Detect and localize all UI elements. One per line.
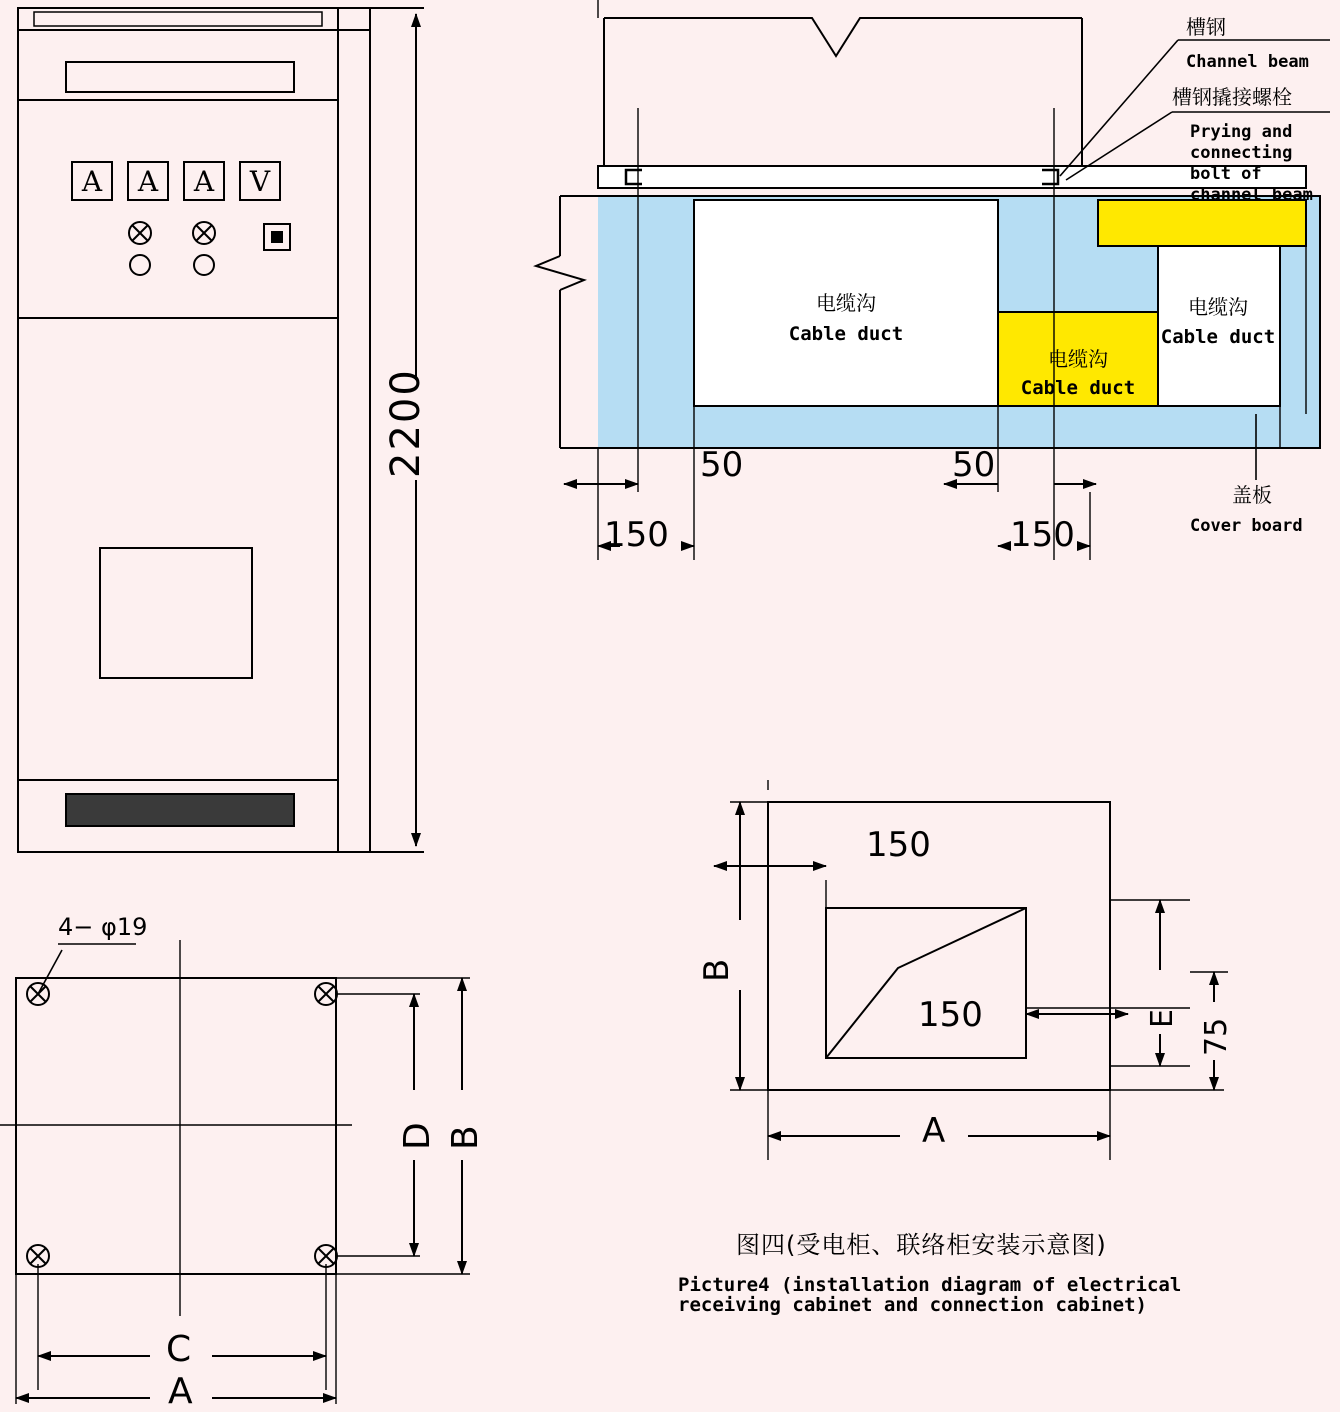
meter-label-a3: A — [193, 165, 215, 198]
cable-duct-2-label-en: Cable duct — [1020, 377, 1136, 399]
callout-prying-bolt-cn: 槽钢撬接螺栓 — [1172, 85, 1292, 109]
callout-prying-bolt-en-4: channel beam — [1190, 185, 1313, 205]
callout-prying-bolt-en-2: connecting — [1190, 143, 1293, 163]
base-plan-view — [0, 940, 470, 1404]
meter-label-v: V — [249, 165, 271, 198]
figure-caption-en-line1: Picture4 (installation diagram of electrical — [678, 1274, 1182, 1296]
dim-label-150-left: 150 — [604, 515, 669, 555]
cable-duct-3-label-en: Cable duct — [1160, 326, 1276, 348]
dim-label-75: 75 — [1199, 1017, 1234, 1056]
dim-label-b-top: B — [697, 958, 737, 982]
callout-prying-bolt-en-1: Prying and — [1190, 122, 1293, 142]
cable-duct-1-label-en: Cable duct — [788, 323, 904, 345]
figure-caption-cn: 图四(受电柜、联络柜安装示意图) — [736, 1231, 1107, 1259]
dim-label-d: D — [397, 1122, 438, 1150]
base-plan-dims — [16, 978, 462, 1398]
callout-channel-beam-en: Channel beam — [1186, 52, 1309, 72]
dim-label-150-right: 150 — [1010, 515, 1075, 555]
dim-label-c: C — [166, 1329, 192, 1370]
dim-label-b-base: B — [445, 1125, 486, 1150]
dim-label-50-left: 50 — [700, 445, 744, 485]
cable-duct-3-label-cn: 电缆沟 — [1188, 295, 1248, 319]
top-plan-view — [768, 780, 1224, 1160]
top-plan-dims — [714, 802, 1228, 1136]
callout-prying-bolt-en-3: bolt of — [1190, 164, 1262, 184]
cabinet-front-view — [18, 8, 370, 852]
figure-caption-en-line2: receiving cabinet and connection cabinet) — [678, 1294, 1147, 1316]
dim-label-a-top: A — [922, 1111, 946, 1151]
cable-duct-2-label-cn: 电缆沟 — [1048, 347, 1108, 371]
cable-duct-1-label-cn: 电缆沟 — [816, 291, 876, 315]
dim-label-50-right: 50 — [952, 445, 996, 485]
callout-cover-board-cn: 盖板 — [1232, 483, 1272, 507]
hole-note-label: 4− φ19 — [58, 913, 148, 941]
trench-section-view — [536, 0, 1320, 560]
meter-label-a1: A — [81, 165, 103, 198]
meter-label-a2: A — [137, 165, 159, 198]
callout-channel-beam-cn: 槽钢 — [1186, 15, 1226, 39]
dim-label-150-inner: 150 — [918, 995, 983, 1035]
dim-label-2200: 2200 — [383, 368, 429, 478]
dim-label-150-top: 150 — [866, 825, 931, 865]
dim-label-e: E — [1145, 1009, 1180, 1028]
callout-cover-board-en: Cover board — [1190, 516, 1303, 536]
dim-label-a-base: A — [168, 1371, 193, 1412]
